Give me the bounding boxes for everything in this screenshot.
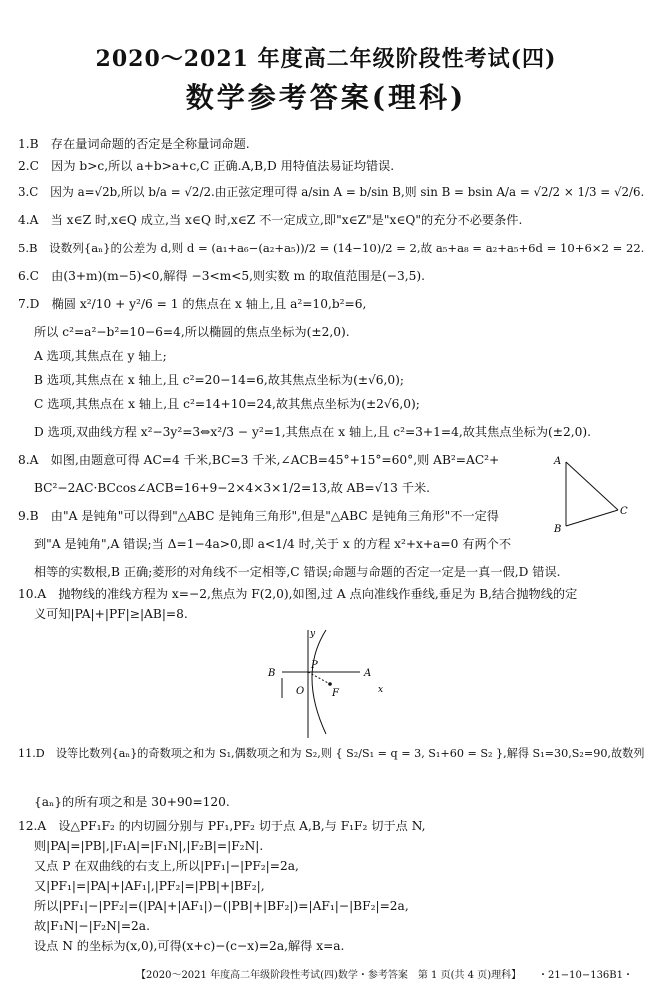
page-title: 2020～2021 年度高二年级阶段性考试(四) (95, 46, 557, 72)
answer-line: C 选项,其焦点在 x 轴上,且 c²=14+10=24,故其焦点坐标为(±2√6,0); (34, 397, 420, 411)
answer-line: 4.A 当 x∈Z 时,x∈Q 成立,当 x∈Q 时,x∈Z 不一定成立,即"x∈Z"是"x∈Q"的充分不必要条件. (18, 213, 523, 227)
answer-line: A 选项,其焦点在 y 轴上; (34, 349, 167, 363)
answer-line: 到"A 是钝角",A 错误;当 Δ=1−4a>0,即 a<1/4 时,关于 x 的方程 x²+x+a=0 有两个不 (34, 537, 512, 551)
label-b: B (268, 668, 276, 679)
page-footer: 【2020～2021 年度高二年级阶段性考试(四)数学・参考答案 第 1 页(共 4 页)理科】 (136, 970, 522, 981)
triangle-side-bc (566, 510, 618, 526)
answer-line: 9.B 由"A 是钝角"可以得到"△ABC 是钝角三角形",但是"△ABC 是钝角三角形"不一定得 (18, 509, 499, 523)
answer-line: 7.D 椭圆 x²/10 + y²/6 = 1 的焦点在 x 轴上,且 a²=10,b²=6, (18, 297, 367, 311)
answer-line: B 选项,其焦点在 x 轴上,且 c²=20−14=6,故其焦点坐标为(±√6,0); (34, 373, 405, 387)
triangle-side-ac (566, 462, 618, 510)
answer-line: {aₙ}的所有项之和是 30+90=120. (34, 795, 230, 809)
triangle-figure (552, 452, 632, 534)
answer-line: 6.C 由(3+m)(m−5)<0,解得 −3<m<5,则实数 m 的取值范围是(−3,5). (18, 269, 426, 283)
answer-line: 10.A 抛物线的准线方程为 x=−2,焦点为 F(2,0),如图,过 A 点向准线作垂线,垂足为 B,结合抛物线的定 (18, 587, 578, 601)
answer-line: 义可知|PA|+|PF|≥|AB|=8. (34, 607, 188, 621)
answer-line: 5.B 设数列{aₙ}的公差为 d,则 d = (a₁+a₆−(a₂+a₅))/2 = (14−10)/2 = 2,故 a₅+a₈ = a₂+a₅+6d = 10+6×2 = 22. (18, 241, 645, 255)
answer-line: 所以 c²=a²−b²=10−6=4,所以椭圆的焦点坐标为(±2,0). (34, 325, 350, 339)
label-a: A (364, 668, 372, 679)
page-subtitle: 数学参考答案(理科) (185, 81, 467, 114)
segment-pf (308, 672, 330, 684)
answer-line: 3.C 因为 a=√2b,所以 b/a = √2/2.由正弦定理可得 a/sin A = b/sin B,则 sin B = bsin A/a = √2/2 × 1/3 = √2/6. (18, 185, 645, 199)
label-c: C (620, 506, 628, 517)
answer-line: 设点 N 的坐标为(x,0),可得(x+c)−(c−x)=2a,解得 x=a. (34, 939, 345, 953)
label-b: B (554, 524, 562, 534)
answer-line: 所以|PF₁|−|PF₂|=(|PA|+|AF₁|)−(|PB|+|BF₂|)=|AF₁|−|BF₂|=2a, (34, 899, 409, 913)
answer-line: D 选项,双曲线方程 x²−3y²=3⇔x²/3 − y²=1,其焦点在 x 轴上,且 c²=3+1=4,故其焦点坐标为(±2,0). (34, 425, 592, 439)
answer-line: 相等的实数根,B 正确;菱形的对角线不一定相等,C 错误;命题与命题的否定一定是一真一假,D 错误. (34, 565, 561, 579)
answer-line: BC²−2AC·BCcos∠ACB=16+9−2×4×3×1/2=13,故 AB=√13 千米. (34, 481, 431, 495)
label-f: F (332, 688, 339, 699)
label-o: O (296, 686, 305, 697)
answer-line: 则|PA|=|PB|,|F₁A|=|F₁N|,|F₂B|=|F₂N|. (34, 839, 264, 853)
label-a: A (554, 456, 562, 467)
answer-line: 又|PF₁|=|PA|+|AF₁|,|PF₂|=|PB|+|BF₂|, (34, 879, 265, 893)
label-p: P (311, 660, 318, 671)
answer-line: 2.C 因为 b>c,所以 a+b>a+c,C 正确.A,B,D 用特值法易证均错误. (18, 159, 395, 173)
document-code: ・21−10−136B1・ (538, 970, 634, 981)
parabola-figure (262, 626, 392, 746)
parabola-curve (312, 630, 326, 734)
answer-line: 故|F₁N|−|F₂N|=2a. (34, 919, 150, 933)
answer-line: 12.A 设△PF₁F₂ 的内切圆分别与 PF₁,PF₂ 切于点 A,B,与 F₁F₂ 切于点 N, (18, 819, 426, 833)
label-y: y (310, 629, 316, 639)
focus-point (328, 682, 332, 686)
label-x: x (378, 685, 384, 695)
answer-line: 11.D 设等比数列{aₙ}的奇数项之和为 S₁,偶数项之和为 S₂,则 { S₂/S₁ = q = 3, S₁+60 = S₂ },解得 S₁=30,S₂=90,故数列 (18, 747, 645, 760)
answer-line: 1.B 存在量词命题的否定是全称量词命题. (18, 137, 250, 151)
answer-line: 8.A 如图,由题意可得 AC=4 千米,BC=3 千米,∠ACB=45°+15°=60°,则 AB²=AC²+ (18, 453, 500, 467)
answer-line: 又点 P 在双曲线的右支上,所以|PF₁|−|PF₂|=2a, (34, 859, 299, 873)
